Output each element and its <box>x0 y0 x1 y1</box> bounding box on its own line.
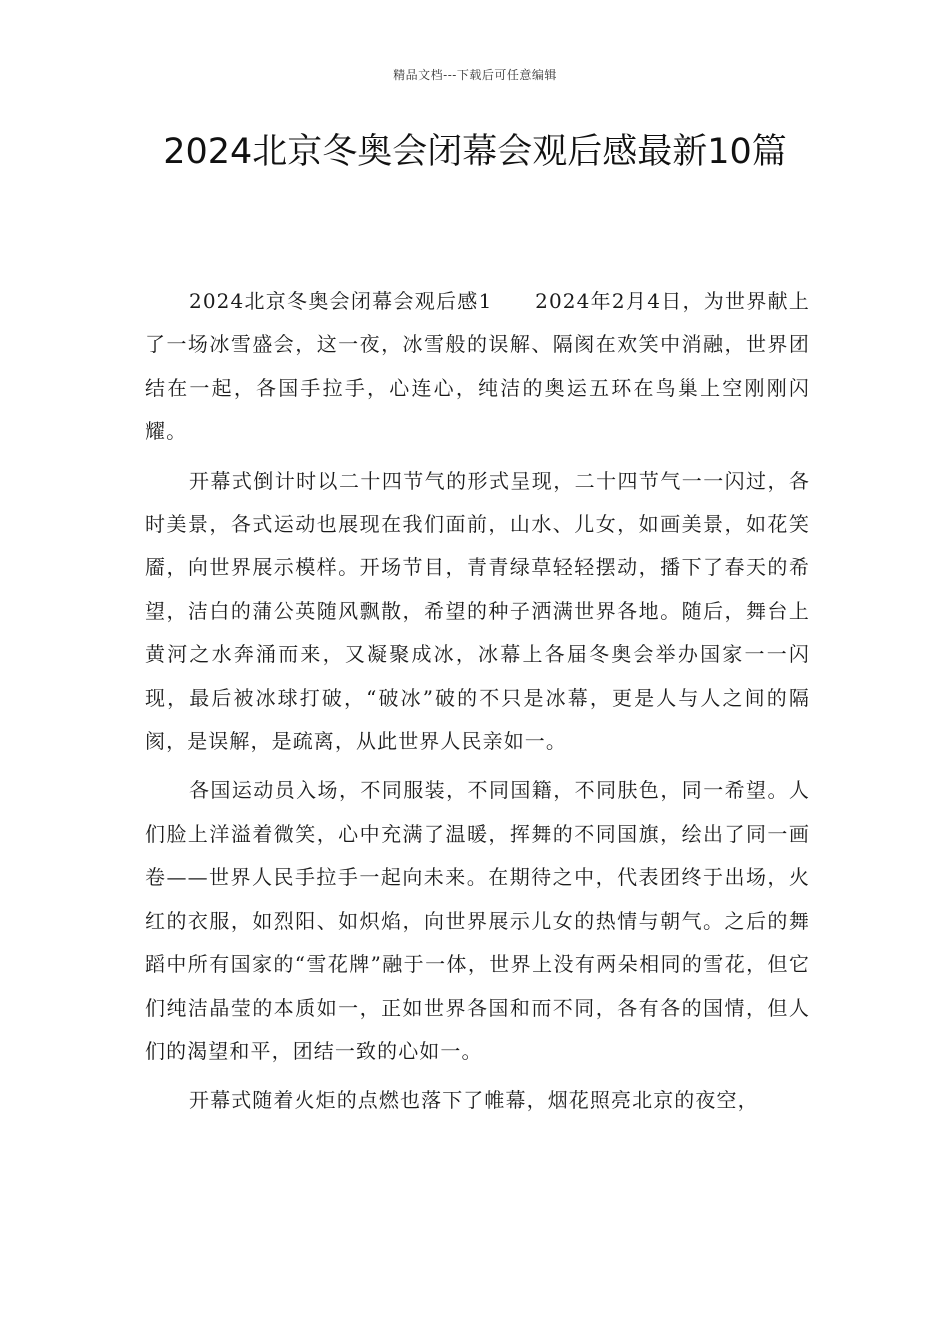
document-title: 2024北京冬奥会闭幕会观后感最新10篇 <box>163 132 787 172</box>
page-header-note: 精品文档---下载后可任意编辑 <box>393 68 557 82</box>
document-body <box>145 280 810 1123</box>
paragraph-4: 开幕式随着火炬的点燃也落下了帷幕，烟花照亮北京的夜空， <box>189 1088 759 1113</box>
paragraph-1: 2024北京冬奥会闭幕会观后感1 2024年2月4日，为世界献上了一场冰雪盛会，这一夜，冰雪般的误解、隔阂在欢笑中消融，世界团结在一起，各国手拉手，心连心，纯洁的奥运五环在鸟巢上空刚刚闪耀。 <box>145 289 810 444</box>
paragraph-2: 开幕式倒计时以二十四节气的形式呈现，二十四节气一一闪过，各时美景，各式运动也展现在我们面前，山水、儿女，如画美景，如花笑靥，向世界展示模样。开场节目，青青绿草轻轻摆动，播下了春天的希望，洁白的蒲公英随风飘散，希望的种子洒满世界各地。随后，舞台上黄河之水奔涌而来，又凝聚成冰，冰幕上各届冬奥会举办国家一一闪现，最后被冰球打破，“破冰”破的不只是冰幕，更是人与人之间的隔阂，是误解，是疏离，从此世界人民亲如一。 <box>145 468 810 754</box>
paragraph-3: 各国运动员入场，不同服装，不同国籍，不同肤色，同一希望。人们脸上洋溢着微笑，心中充满了温暖，挥舞的不同国旗，绘出了同一画卷——世界人民手拉手一起向未来。在期待之中，代表团终于出场，火红的衣服，如烈阳、如炽焰，向世界展示儿女的热情与朝气。之后的舞蹈中所有国家的“雪花牌”融于一体，世界上没有两朵相同的雪花，但它们纯洁晶莹的本质如一，正如世界各国和而不同，各有各的国情，但人们的渴望和平，团结一致的心如一。 <box>145 778 810 1063</box>
